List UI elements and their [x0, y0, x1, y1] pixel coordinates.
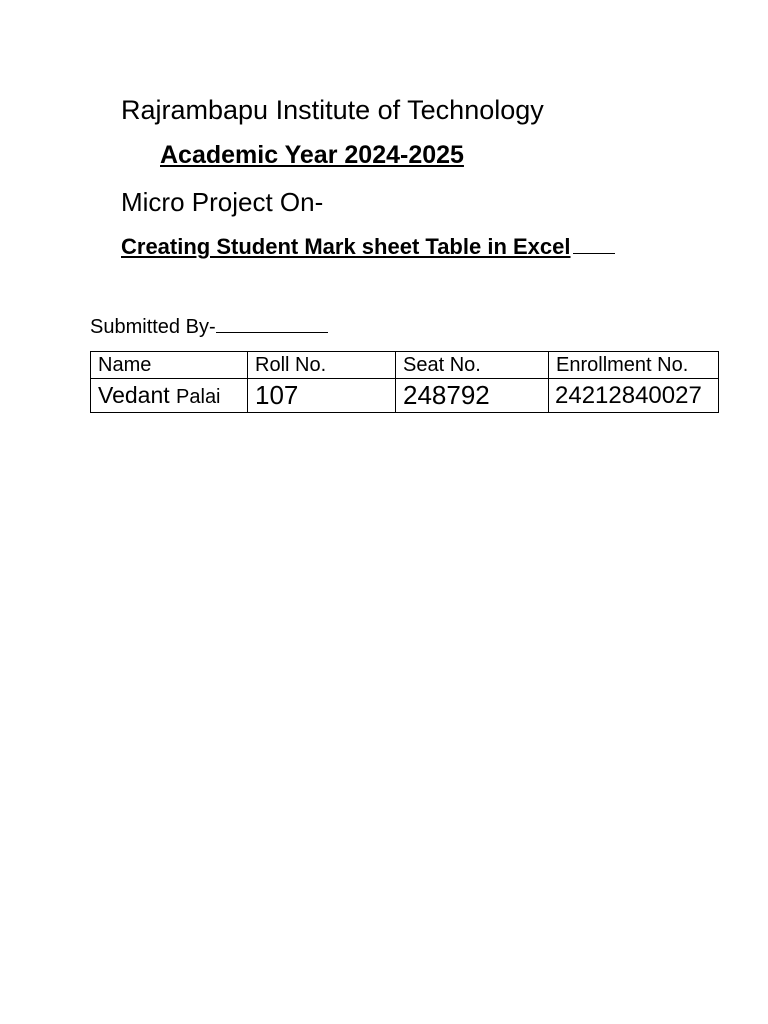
micro-project-label: Micro Project On- [121, 187, 324, 217]
table-header-row [91, 352, 719, 379]
cell-seat-no: 248792 [396, 379, 549, 413]
column-header-seat-no: Seat No. [396, 352, 549, 379]
title-underline-blank [573, 233, 615, 254]
project-title-text: Creating Student Mark sheet Table in Excel [121, 234, 571, 259]
academic-year-heading: Academic Year 2024-2025 [160, 141, 464, 169]
submitted-by-label: Submitted By- [90, 316, 216, 338]
column-header-roll-no: Roll No. [248, 352, 396, 379]
submitted-by [90, 314, 328, 337]
column-header-enrollment-no: Enrollment No. [549, 352, 719, 379]
project-title [121, 233, 615, 258]
cell-enrollment-no: 24212840027 [549, 379, 719, 413]
cell-name [91, 379, 248, 413]
institute-name: Rajrambapu Institute of Technology [121, 95, 544, 125]
submitted-by-blank [216, 314, 328, 333]
first-name: Vedant [98, 382, 170, 408]
cell-roll-no: 107 [248, 379, 396, 413]
last-name: Palai [176, 386, 221, 408]
student-details-table [90, 351, 719, 413]
table-row [91, 379, 719, 413]
column-header-name: Name [91, 352, 248, 379]
